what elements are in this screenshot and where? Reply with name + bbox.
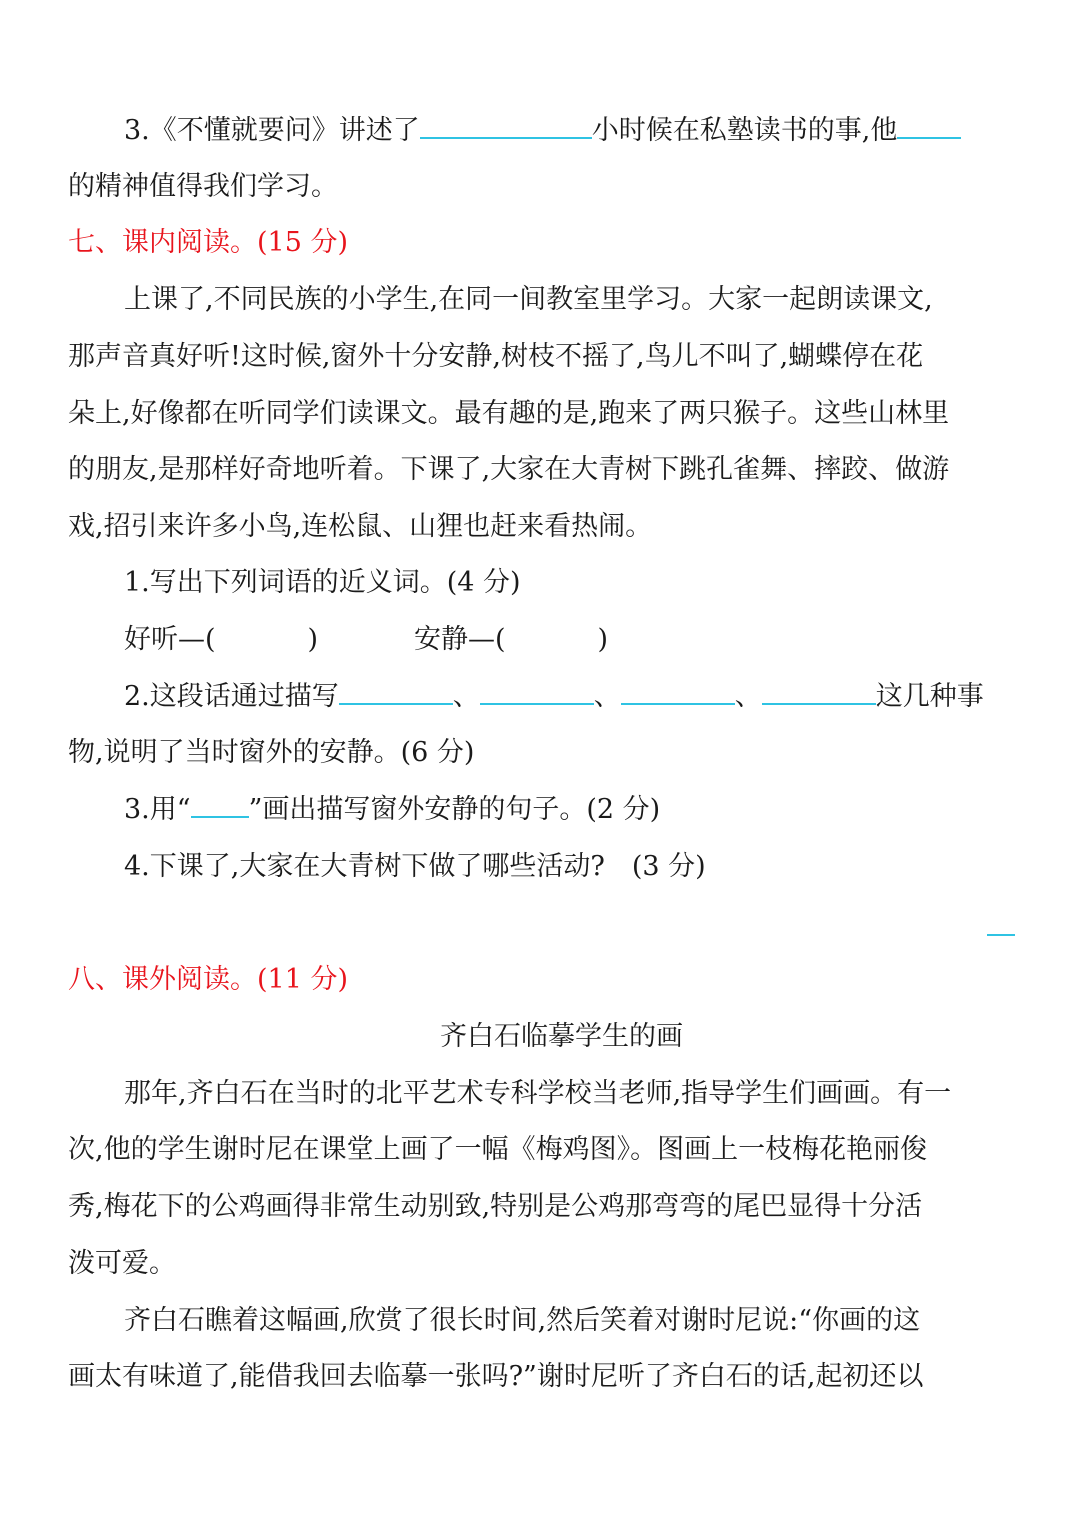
sec7-q1-word2: 安静—( ) — [414, 624, 609, 655]
underline-sample — [191, 794, 249, 818]
s6-question-3-line2: 的精神值得我们学习。 — [68, 171, 338, 202]
answer-blank-thing-3[interactable] — [621, 681, 735, 705]
sec8-passage-line-5: 齐白石瞧着这幅画,欣赏了很长时间,然后笑着对谢时尼说:“你画的这 — [124, 1305, 921, 1336]
sec7-q1-word1: 好听—( ) — [124, 624, 319, 655]
sec8-passage-line-1: 那年,齐白石在当时的北平艺术专科学校当老师,指导学生们画画。有一 — [124, 1078, 952, 1109]
sec7-passage-line-3: 朵上,好像都在听同学们读课文。最有趣的是,跑来了两只猴子。这些山林里 — [68, 398, 950, 429]
sec7-question-1: 1.写出下列词语的近义词。(4 分) — [124, 567, 521, 598]
answer-blank-spirit[interactable] — [897, 115, 961, 139]
sec7-question-2-line1: 2.这段话通过描写 、 、 、 这几种事 — [124, 681, 984, 712]
sec8-passage-line-3: 秀,梅花下的公鸡画得非常生动别致,特别是公鸡那弯弯的尾巴显得十分活 — [68, 1191, 923, 1222]
sec7-question-4: 4.下课了,大家在大青树下做了哪些活动? (3 分) — [124, 851, 706, 882]
answer-blank-thing-4[interactable] — [762, 681, 876, 705]
section-8-heading: 八、课外阅读。(11 分) — [68, 964, 349, 995]
sec7-question-3: 3.用“ ”画出描写窗外安静的句子。(2 分) — [124, 794, 661, 825]
answer-blank-person[interactable] — [420, 115, 592, 139]
sec7-passage-line-2: 那声音真好听!这时候,窗外十分安静,树枝不摇了,鸟儿不叫了,蝴蝶停在花 — [68, 341, 924, 372]
answer-blank-thing-2[interactable] — [480, 681, 594, 705]
sec8-passage-line-4: 泼可爱。 — [68, 1248, 176, 1279]
sec7-question-2-line2: 物,说明了当时窗外的安静。(6 分) — [68, 737, 475, 768]
answer-blank-thing-1[interactable] — [339, 681, 453, 705]
sec7-passage-line-1: 上课了,不同民族的小学生,在同一间教室里学习。大家一起朗读课文, — [124, 284, 933, 315]
sec8-passage-line-6: 画太有味道了,能借我回去临摹一张吗?”谢时尼听了齐白石的话,起初还以 — [68, 1361, 924, 1392]
section-7-heading: 七、课内阅读。(15 分) — [68, 227, 349, 258]
s6-question-3-line1: 3.《不懂就要问》讲述了 小时候在私塾读书的事,他 — [124, 114, 961, 148]
sec8-article-title: 齐白石临摹学生的画 — [440, 1021, 683, 1052]
sec7-passage-line-5: 戏,招引来许多小鸟,连松鼠、山狸也赶来看热闹。 — [68, 511, 653, 542]
sec8-passage-line-2: 次,他的学生谢时尼在课堂上画了一幅《梅鸡图》。图画上一枝梅花艳丽俊 — [68, 1134, 928, 1165]
answer-line-stub[interactable] — [987, 934, 1015, 936]
sec7-passage-line-4: 的朋友,是那样好奇地听着。下课了,大家在大青树下跳孔雀舞、摔跤、做游 — [68, 454, 950, 485]
